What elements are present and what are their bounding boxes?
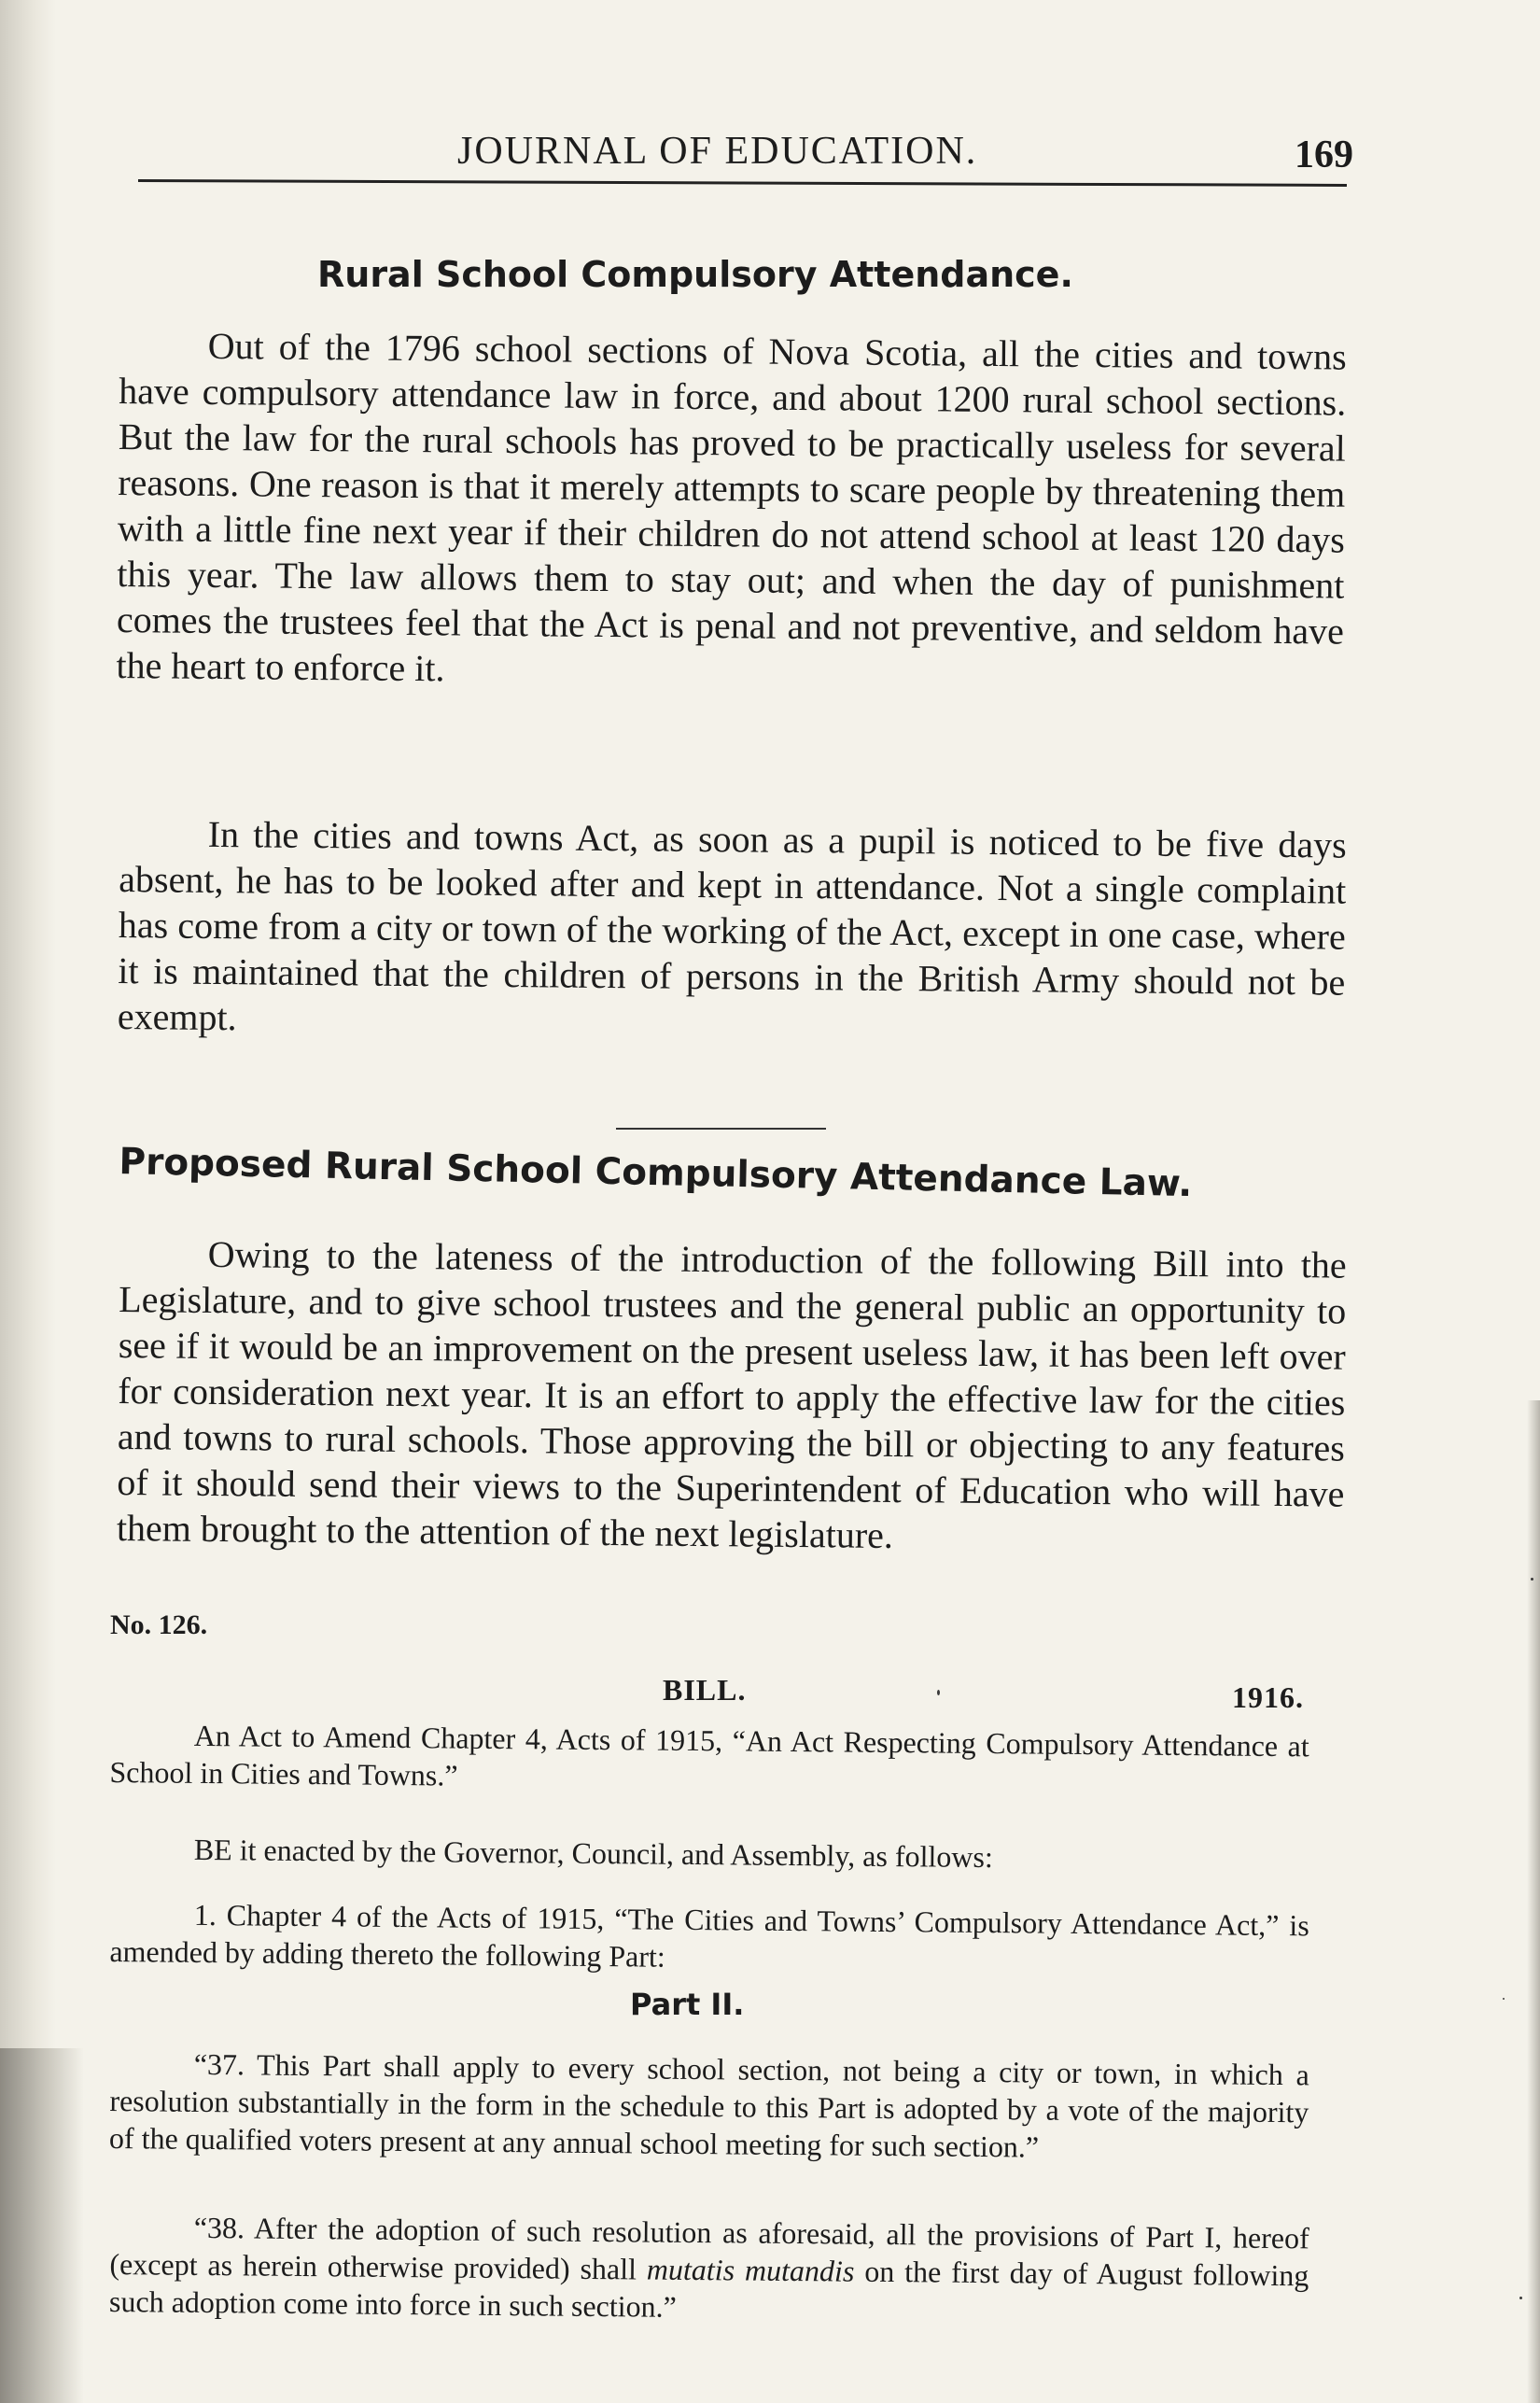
bill-clause-37: “37. This Part shall apply to every school section, not being a city or town, in which a resolution substantially in the form in the schedule to this Part is adopted by a vote of the majority of the qualified voters present at any annual school meeting for such section.” xyxy=(108,2046,1309,2164)
page-number: 169 xyxy=(1295,134,1353,176)
page-edge-shadow xyxy=(1527,1400,1540,2403)
binding-shadow xyxy=(0,0,56,2403)
bill-act-title: An Act to Amend Chapter 4, Acts of 1915, “An Act Respecting Compulsory Attendance at School in Cities and Towns.” xyxy=(109,1718,1309,1792)
paragraph-proposed-law: Owing to the lateness of the introduction of the following Bill into the Legislature, and to give school trustees and the general public an opportunity to see if it would be an improvement on the present useless law, it has been left over for consideration next year. It is an effort to apply the effective law for the cities and towns to rural schools. Those approving the bill or objecting to any features of it should send their views to the Superintendent of Education who will have them brought to the attention of the next legislature. xyxy=(116,1232,1347,1556)
journal-title: JOURNAL OF EDUCATION. xyxy=(457,130,978,173)
bill-number: No. 126. xyxy=(110,1609,208,1640)
section-title-proposed-law: Proposed Rural School Compulsory Attendance Law. xyxy=(119,1141,1193,1206)
bill-year: 1916. xyxy=(1232,1680,1304,1714)
clause-38-text-start: “38. After the adoption of such resolution as aforesaid, all the provisions of Part I, hereof (except as herein otherwise provided) shall xyxy=(109,2210,1309,2286)
paragraph-rural-attendance-1: Out of the 1796 school sections of Nova Scotia, all the cities and towns have compulsory attendance law in force, and about 1200 rural school sections. But the law for the rural schools has proved to be practically useless for several reasons. One reason is that it merely attempts to scare people by threatening them with a little fine next year if their children do not attend school at least 120 days this year. The law allows them to stay out; and when the day of punishment comes the trustees feel that the Act is penal and not preventive, and seldom have the heart to enforce it. xyxy=(116,324,1347,690)
bill-enactment: BE it enacted by the Governor, Council, and Assembly, as follows: xyxy=(193,1832,993,1875)
binding-shadow-bottom xyxy=(0,2048,84,2403)
bill-clause-38 xyxy=(109,2208,1309,2331)
clause-38-text-end: on the first day of August following such adoption come into force in such section.” xyxy=(108,2254,1309,2324)
section-title-rural-attendance: Rural School Compulsory Attendance. xyxy=(317,254,1073,295)
bill-clause-1: 1. Chapter 4 of the Acts of 1915, “The Cities and Towns’ Compulsory Attendance Act,” is amended by adding thereto the following Part: xyxy=(109,1897,1309,1974)
part-heading: Part II. xyxy=(630,1987,745,2022)
paragraph-rural-attendance-2: In the cities and towns Act, as soon as a pupil is noticed to be five days absent, he has to be looked after and kept in attendance. Not a single complaint has come from a city or town of the working of the Act, except in one case, where it is maintained that the children of persons in the British Army should not be exempt. xyxy=(117,812,1347,1039)
bill-heading: BILL. xyxy=(663,1673,747,1707)
running-header xyxy=(112,129,1353,185)
clause-38-emphasis: mutatis mutandis xyxy=(646,2252,855,2288)
section-divider xyxy=(616,1128,826,1130)
